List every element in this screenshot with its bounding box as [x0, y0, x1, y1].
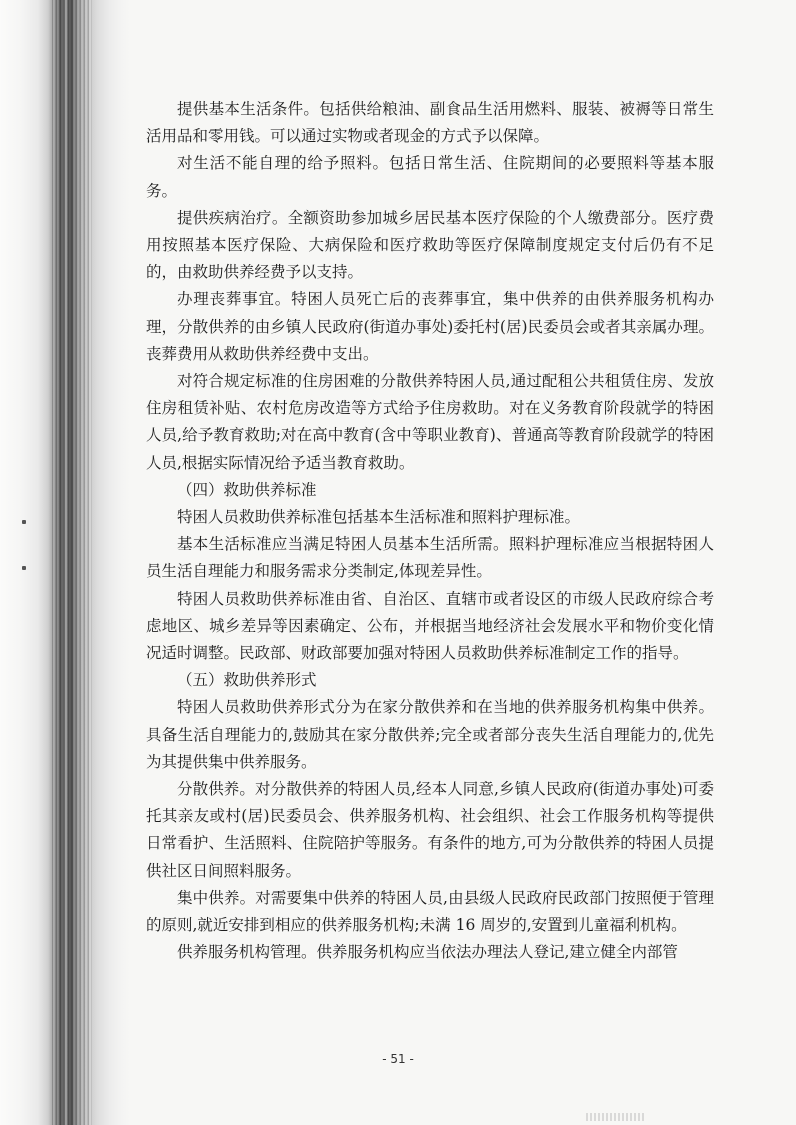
scan-binding-streaks	[52, 0, 92, 1125]
document-body	[146, 96, 714, 967]
paragraph: 对符合规定标准的住房困难的分散供养特困人员,通过配租公共租赁住房、发放住房租赁补贴、农村危房改造等方式给予住房救助。对在义务教育阶段就学的特困人员,给予教育救助;对在高中教育(含中等职业教育)、普通高等教育阶段就学的特困人员,根据实际情况给予适当教育救助。	[146, 372, 714, 472]
paragraph: 分散供养。对分散供养的特困人员,经本人同意,乡镇人民政府(街道办事处)可委托其亲友或村(居)民委员会、供养服务机构、社会组织、社会工作服务机构等提供日常看护、生活照料、住院陪护等服务。有条件的地方,可为分散供养的特困人员提供社区日间照料服务。	[146, 780, 714, 880]
section-heading: （五）救助供养形式	[177, 671, 317, 690]
paragraph: 提供基本生活条件。包括供给粮油、副食品生活用燃料、服装、被褥等日常生活用品和零用钱。可以通过实物或者现金的方式予以保障。	[146, 100, 714, 146]
paragraph: 特困人员救助供养标准由省、自治区、直辖市或者设区的市级人民政府综合考虑地区、城乡差异等因素确定、公布，并根据当地经济社会发展水平和物价变化情况适时调整。民政部、财政部要加强对特困人员救助供养标准制定工作的指导。	[146, 589, 714, 663]
paragraph: 办理丧葬事宜。特困人员死亡后的丧葬事宜，集中供养的由供养服务机构办理，分散供养的由乡镇人民政府(街道办事处)委托村(居)民委员会或者其亲属办理。丧葬费用从救助供养经费中支出。	[146, 290, 714, 363]
section-heading: （四）救助供养标准	[177, 480, 317, 499]
page-number: - 51 -	[382, 1052, 414, 1066]
paragraph: 基本生活标准应当满足特困人员基本生活所需。照料护理标准应当根据特困人员生活自理能力和服务需求分类制定,体现差异性。	[146, 535, 714, 581]
paragraph: 提供疾病治疗。全额资助参加城乡居民基本医疗保险的个人缴费部分。医疗费用按照基本医疗保险、大病保险和医疗救助等医疗保障制度规定支付后仍有不足的，由救助供养经费予以支持。	[146, 208, 714, 282]
scan-speck	[22, 566, 26, 570]
scan-smudge	[586, 1113, 646, 1121]
paragraph: 对生活不能自理的给予照料。包括日常生活、住院期间的必要照料等基本服务。	[146, 154, 714, 200]
paragraph: 供养服务机构管理。供养服务机构应当依法办理法人登记,建立健全内部管	[177, 943, 678, 962]
paragraph: 特困人员救助供养形式分为在家分散供养和在当地的供养服务机构集中供养。具备生活自理能力的,鼓励其在家分散供养;完全或者部分丧失生活自理能力的,优先为其提供集中供养服务。	[146, 698, 714, 771]
scan-speck	[22, 520, 26, 524]
paragraph: 特困人员救助供养标准包括基本生活标准和照料护理标准。	[177, 508, 581, 527]
paragraph: 集中供养。对需要集中供养的特困人员,由县级人民政府民政部门按照便于管理的原则,就近安排到相应的供养服务机构;未满 16 周岁的,安置到儿童福利机构。	[146, 888, 714, 935]
